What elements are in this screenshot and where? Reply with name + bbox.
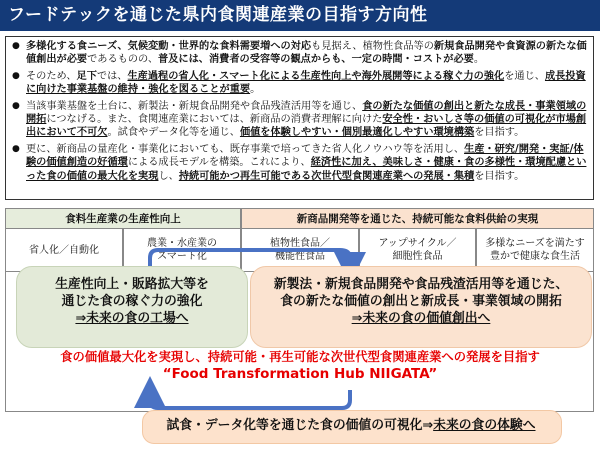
goal-slogan: “Food Transformation Hub NIIGATA” <box>162 366 438 382</box>
column-diverse-needs: 多様なニーズを満たす 豊かで健康な食生活 <box>476 229 594 272</box>
page-title: フードテックを通じた県内食関連産業の目指す方向性 <box>0 0 600 31</box>
experience-text: 試食・データ化等を通じた食の価値の可視化⇒未来の食の体験へ <box>166 418 536 433</box>
productivity-text: 生産性向上・販路拡大等を 通じた食の稼ぐ力の強化 ⇒未来の食の工場へ <box>55 277 209 326</box>
column-plant-food: 植物性食品／ 機能性食品 <box>241 229 359 272</box>
bullet-item: ● そのため、足下では、生産過程の省人化・スマート化による生産性向上や海外展開等による稼ぐ力の強化を通じ、成長投資に向けた事業基盤の維持・強化を図ることが重要。 <box>12 70 587 97</box>
column-upcycle: アップサイクル／ 細胞性食品 <box>359 229 476 272</box>
left-category-header: 食料生産業の生産性向上 <box>5 208 241 229</box>
summary-bullets <box>5 36 594 200</box>
value-creation-text: 新製法・新規食品開発や食品残渣活用等を通じた、 食の新たな価値の創出と新成長・事業領域の開拓 ⇒未来の食の価値創出へ <box>273 277 569 326</box>
right-category-header: 新商品開発等を通じた、持続可能な食料供給の実現 <box>241 208 594 229</box>
column-smart-agri: 農業・水産業の スマート化 <box>123 229 241 272</box>
bullet-item: ● 当該事業基盤を土台に、新製法・新規食品開発や食品残渣活用等を通じ、食の新たな価値の創出と新たな成長・事業領域の開拓につなげる。また、食関連産業においては、新商品の消費者理解に向けた安全性・おいしさ等の価値の可視化が市場創出において不可欠。試食やデータ化等を通じ、価値を体験しやすい・個別最適化しやすい環境構築を目指す。 <box>12 100 587 140</box>
bullet-item: ● 多様化する食ニーズ、気候変動・世界的な食料需要増への対応も見据え、植物性食品等の新規食品開発や食資源の新たな価値創出が必要であるものの、普及には、消費者の受容等の観点からも、一定の時間・コストが必要。 <box>12 40 587 67</box>
column-labor-saving: 省人化／自動化 <box>5 229 123 272</box>
bullet-item: ● 更に、新商品の量産化・事業化においても、既存事業で培ってきた省人化ノウハウ等を活用し、生産・研究/開発・実証/体験の価値創造の好循環による成長モデルを構築。これにより、経済性に加え、美味しさ・健康・食の多様性・環境配慮といった食の価値の最大化を実現し、持続可能かつ再生可能である次世代型食関連産業への発展・集積を目指す。 <box>12 143 587 183</box>
goal-statement: 食の価値最大化を実現し、持続可能・再生可能な次世代型食関連産業への発展を目指す <box>60 350 540 364</box>
